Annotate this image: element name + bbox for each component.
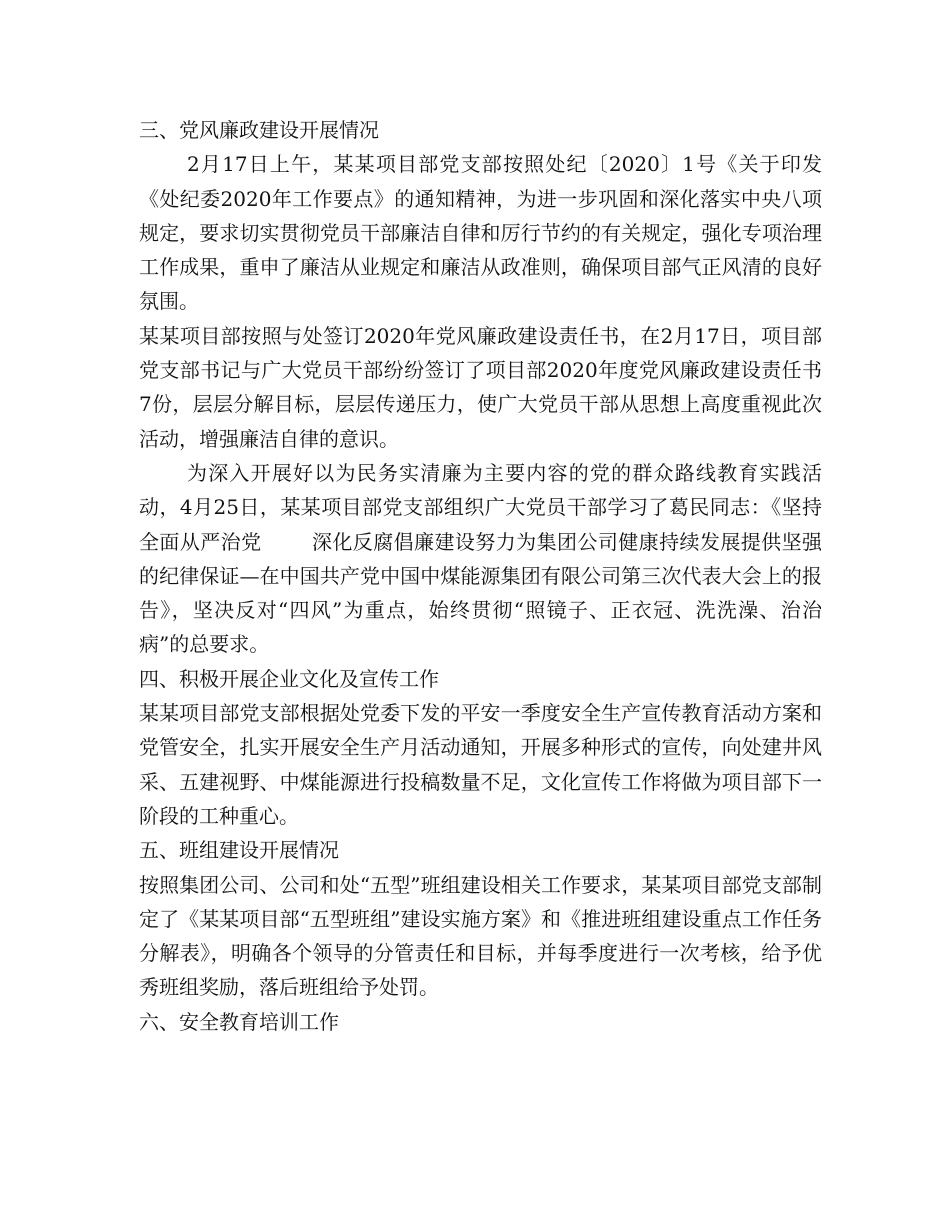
paragraph-5: 按照集团公司、公司和处“五型”班组建设相关工作要求，某某项目部党支部制定了《某某项目部“五型班组”建设实施方案》和《推进班组建设重点工作任务分解表》，明确各个领导的分管责任和目标，并每季度进行一次考核，给予优秀班组奖励，落后班组给予处罚。	[139, 872, 822, 1000]
section-heading-6: 六、安全教育培训工作	[139, 1009, 339, 1034]
paragraph-3c	[139, 456, 822, 662]
section-heading-4: 四、积极开展企业文化及宣传工作	[139, 666, 439, 691]
section-heading-5: 五、班组建设开展情况	[139, 838, 339, 863]
section-heading-3: 三、党风廉政建设开展情况	[139, 118, 379, 142]
paragraph-4: 某某项目部党支部根据处党委下发的平安一季度安全生产宣传教育活动方案和党管安全，扎实开展安全生产月活动通知，开展多种形式的宣传，向处建井风采、五建视野、中煤能源进行投稿数量不足，文化宣传工作将做为项目部下一阶段的工种重心。	[139, 701, 822, 828]
paragraph-3a: 2月17日上午，某某项目部党支部按照处纪〔2020〕1号《关于印发《处纪委2020年工作要点》的通知精神，为进一步巩固和深化落实中央八项规定，要求切实贯彻党员干部廉洁自律和厉行节约的有关规定，强化专项治理工作成果，重申了廉洁从业规定和廉洁从政准则，确保项目部气正风清的良好氛围。	[139, 152, 822, 314]
paragraph-3c-part1: 为深入开展好以为民务实清廉为主要内容的党的群众路线教育实践活动，4月25日，某某项目部党支部组织广大党员干部学习了葛民同志：《坚持全面从严治党	[139, 460, 822, 554]
paragraph-3c-part2: 深化反腐倡廉建设努力为集团公司健康持续发展提供坚强的纪律保证—在中国共产党中国中煤能源集团有限公司第三次代表大会上的报告》，坚决反对“四风”为重点，始终贯彻“照镜子、正衣冠、洗洗澡、治治病”的总要求。	[139, 529, 823, 657]
paragraph-3b: 某某项目部按照与处签订2020年党风廉政建设责任书，在2月17日，项目部党支部书记与广大党员干部纷纷签订了项目部2020年度党风廉政建设责任书7份，层层分解目标，层层传递压力，使广大党员干部从思想上高度重视此次活动，增强廉洁自律的意识。	[139, 323, 822, 451]
